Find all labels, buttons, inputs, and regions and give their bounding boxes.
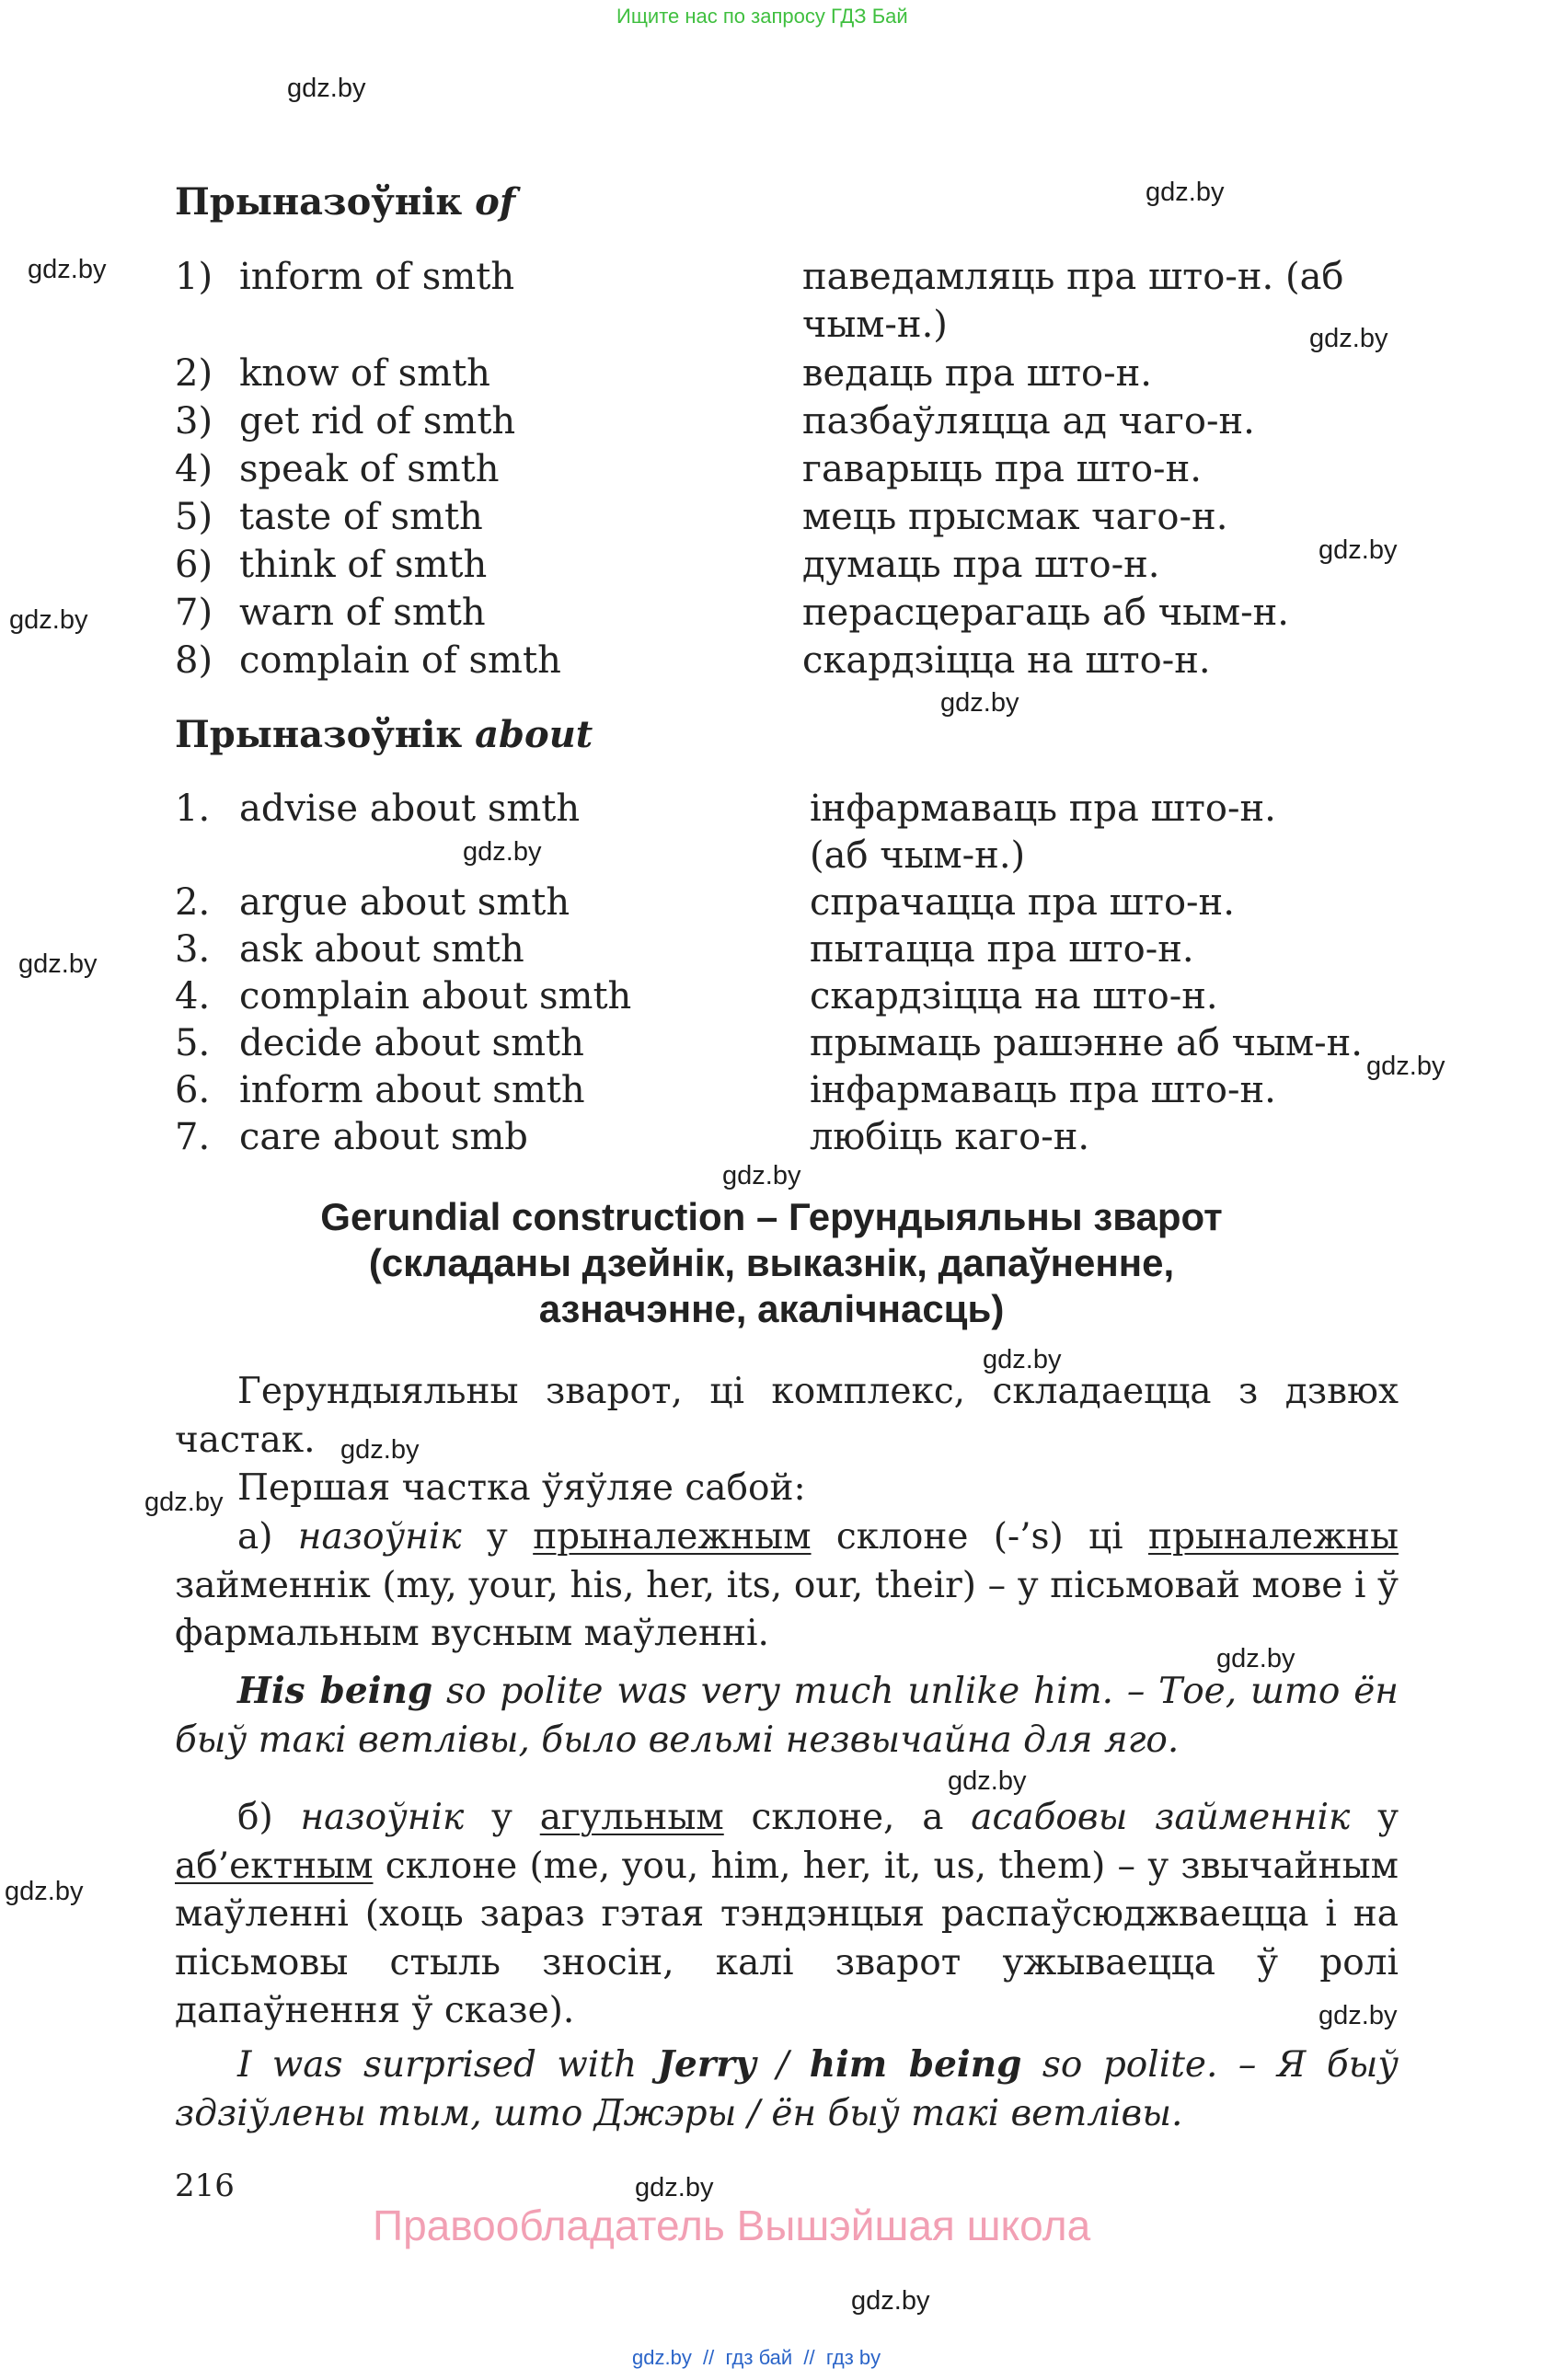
text-span: склоне (me, you, him, her, it, us, them) – у звычайным маўленні (хоць зараз гэтая тэндэнцыя распаўсюджваецца і на пісьмовы стыль зносін, калі зварот ужываецца ў ролі дапаўнення ў сказе). bbox=[175, 1845, 1399, 2031]
item-english: taste of smth bbox=[239, 496, 483, 538]
text-span: у bbox=[1350, 1797, 1399, 1838]
watermark: gdz.by bbox=[635, 2173, 714, 2202]
example-text: I was surprised with bbox=[237, 2044, 658, 2086]
watermark: gdz.by bbox=[851, 2286, 930, 2316]
item-number: 1. bbox=[175, 788, 211, 830]
list-item bbox=[175, 589, 486, 637]
heading-word: about bbox=[475, 713, 593, 756]
item-english: care about smb bbox=[239, 1116, 528, 1158]
watermark: gdz.by bbox=[28, 255, 107, 284]
list-item bbox=[175, 541, 487, 589]
example-text: so polite. – Я быў здзіўлены тым, што Джэры / ён быў такі ветлівы. bbox=[175, 2044, 1399, 2134]
watermark: gdz.by bbox=[1309, 324, 1388, 353]
section-title-line2: (складаны дзейнік, выказнік, дапаўненне, bbox=[368, 1241, 1175, 1284]
heading-word: of bbox=[475, 180, 516, 224]
watermark: gdz.by bbox=[983, 1345, 1062, 1374]
heading-prefix: Прыназоўнік bbox=[175, 713, 476, 756]
watermark: gdz.by bbox=[144, 1488, 224, 1517]
example-highlight: him being bbox=[809, 2043, 1022, 2086]
list-item bbox=[175, 397, 515, 445]
item-number: 2. bbox=[175, 881, 211, 924]
item-number: 6) bbox=[175, 544, 213, 586]
example-1 bbox=[175, 1667, 1399, 1765]
copyright-owner: Правообладатель Вышэйшая школа bbox=[373, 2202, 1091, 2249]
list-item bbox=[175, 350, 490, 397]
item-english: inform of smth bbox=[239, 256, 515, 298]
option-letter: а) bbox=[237, 1516, 298, 1558]
section-title-line1: Gerundial construction – Герундыяльны зварот bbox=[320, 1195, 1223, 1238]
list-item bbox=[175, 637, 561, 684]
item-translation: спрачацца пра што-н. bbox=[810, 881, 1235, 924]
watermark: gdz.by bbox=[1318, 535, 1398, 565]
item-english: complain about smth bbox=[239, 975, 632, 1018]
watermark: gdz.by bbox=[463, 837, 542, 867]
paragraph-option-a bbox=[175, 1513, 1399, 1659]
list-item bbox=[175, 1113, 528, 1161]
item-number: 8) bbox=[175, 639, 213, 682]
term-personal-pronoun: асабовы займеннік bbox=[971, 1797, 1351, 1838]
watermark: gdz.by bbox=[940, 688, 1019, 718]
list-item bbox=[175, 445, 500, 493]
item-translation-cont: (аб чым-н.) bbox=[810, 834, 1026, 877]
watermark: gdz.by bbox=[1146, 178, 1225, 207]
item-number: 5) bbox=[175, 496, 213, 538]
option-letter: б) bbox=[237, 1797, 301, 1838]
item-translation: мець прысмак чаго-н. bbox=[802, 496, 1228, 538]
watermark: gdz.by bbox=[340, 1435, 420, 1465]
top-banner: Ищите нас по запросу ГДЗ Бай bbox=[616, 5, 908, 28]
item-translation: інфармаваць пра што-н. bbox=[810, 1069, 1276, 1111]
item-number: 4) bbox=[175, 448, 213, 490]
watermark: gdz.by bbox=[1318, 2001, 1398, 2030]
text-span: у bbox=[464, 1797, 540, 1838]
item-english: think of smth bbox=[239, 544, 488, 586]
section-title-line3: азначэнне, акалічнасць) bbox=[538, 1287, 1005, 1330]
term-noun: назоўнік bbox=[300, 1797, 465, 1838]
item-number: 4. bbox=[175, 975, 211, 1018]
text-span: у bbox=[461, 1516, 534, 1558]
watermark: gdz.by bbox=[948, 1766, 1027, 1796]
section-heading-of bbox=[175, 180, 515, 224]
item-english: advise about smth bbox=[239, 788, 581, 830]
heading-prefix: Прыназоўнік bbox=[175, 180, 476, 224]
watermark: gdz.by bbox=[722, 1161, 801, 1190]
item-translation-cont: чым-н.) bbox=[802, 304, 948, 346]
paragraph-option-b bbox=[175, 1794, 1399, 2036]
item-translation: думаць пра што-н. bbox=[802, 544, 1160, 586]
list-item bbox=[175, 253, 514, 301]
example-text: so polite was very much unlike him. – Тое, што ён быў такі ветлівы, было вельмі незвычайна для яго. bbox=[175, 1671, 1399, 1761]
list-item bbox=[175, 926, 524, 973]
list-item bbox=[175, 972, 631, 1020]
item-number: 7) bbox=[175, 592, 213, 634]
item-translation: скардзіцца на што-н. bbox=[802, 639, 1211, 682]
term-common-case: агульным bbox=[539, 1797, 724, 1838]
item-number: 3) bbox=[175, 400, 213, 443]
item-number: 1) bbox=[175, 256, 213, 298]
item-english: ask about smth bbox=[239, 928, 524, 971]
list-item bbox=[175, 879, 570, 926]
item-english: inform about smth bbox=[239, 1069, 585, 1111]
term-noun: назоўнік bbox=[297, 1516, 462, 1558]
term-possessive-pronoun: прыналежны bbox=[1147, 1516, 1399, 1558]
text-span: займеннік (my, your, his, her, its, our, their) – у пісьмовай мове і ў фармальным вусным маўленні. bbox=[175, 1564, 1399, 1654]
example-highlight: His being bbox=[237, 1670, 433, 1712]
item-english: complain of smth bbox=[239, 639, 561, 682]
term-possessive-case: прыналежным bbox=[533, 1516, 812, 1558]
example-highlight: Jerry bbox=[657, 2043, 756, 2086]
item-translation: пытацца пра што-н. bbox=[810, 928, 1194, 971]
item-translation: любіць каго-н. bbox=[810, 1116, 1090, 1158]
item-english: decide about smth bbox=[239, 1022, 584, 1064]
list-item bbox=[175, 785, 580, 833]
item-english: know of smth bbox=[239, 352, 490, 395]
item-number: 2) bbox=[175, 352, 213, 395]
item-translation: паведамляць пра што-н. (аб bbox=[802, 256, 1344, 298]
watermark: gdz.by bbox=[5, 1877, 84, 1906]
item-translation: інфармаваць пра што-н. bbox=[810, 788, 1276, 830]
item-english: speak of smth bbox=[239, 448, 500, 490]
watermark: gdz.by bbox=[1366, 1052, 1445, 1081]
page-number: 216 bbox=[175, 2167, 235, 2204]
term-objective-case: аб’ектным bbox=[175, 1845, 374, 1887]
item-number: 3. bbox=[175, 928, 211, 971]
item-number: 5. bbox=[175, 1022, 211, 1064]
watermark: gdz.by bbox=[18, 949, 98, 979]
item-translation: прымаць рашэнне аб чым-н. bbox=[810, 1022, 1363, 1064]
item-translation: гаварыць пра што-н. bbox=[802, 448, 1202, 490]
item-translation: пазбаўляцца ад чаго-н. bbox=[802, 400, 1255, 443]
list-item bbox=[175, 1066, 585, 1114]
watermark: gdz.by bbox=[1216, 1644, 1295, 1673]
list-item bbox=[175, 1019, 584, 1067]
text-span: склоне, а bbox=[723, 1797, 972, 1838]
item-number: 7. bbox=[175, 1116, 211, 1158]
item-english: get rid of smth bbox=[239, 400, 516, 443]
paragraph-first-part: Першая частка ўяўляе сабой: bbox=[237, 1467, 806, 1509]
text-span: склоне (-’s) ці bbox=[811, 1516, 1148, 1558]
example-2 bbox=[175, 2041, 1399, 2138]
item-translation: ведаць пра што-н. bbox=[802, 352, 1152, 395]
footer-links: gdz.by // гдз бай // гдз by bbox=[632, 2346, 881, 2369]
item-english: warn of smth bbox=[239, 592, 486, 634]
watermark: gdz.by bbox=[287, 74, 366, 103]
list-item bbox=[175, 493, 483, 541]
paragraph-intro: Герундыяльны зварот, ці комплекс, складаецца з дзвюх частак. bbox=[175, 1371, 1399, 1461]
item-number: 6. bbox=[175, 1069, 211, 1111]
example-text: / bbox=[755, 2044, 810, 2086]
item-english: argue about smth bbox=[239, 881, 570, 924]
watermark: gdz.by bbox=[9, 605, 88, 635]
section-heading-about bbox=[175, 713, 593, 756]
item-translation: перасцерагаць аб чым-н. bbox=[802, 592, 1289, 634]
item-translation: скардзіцца на што-н. bbox=[810, 975, 1218, 1018]
